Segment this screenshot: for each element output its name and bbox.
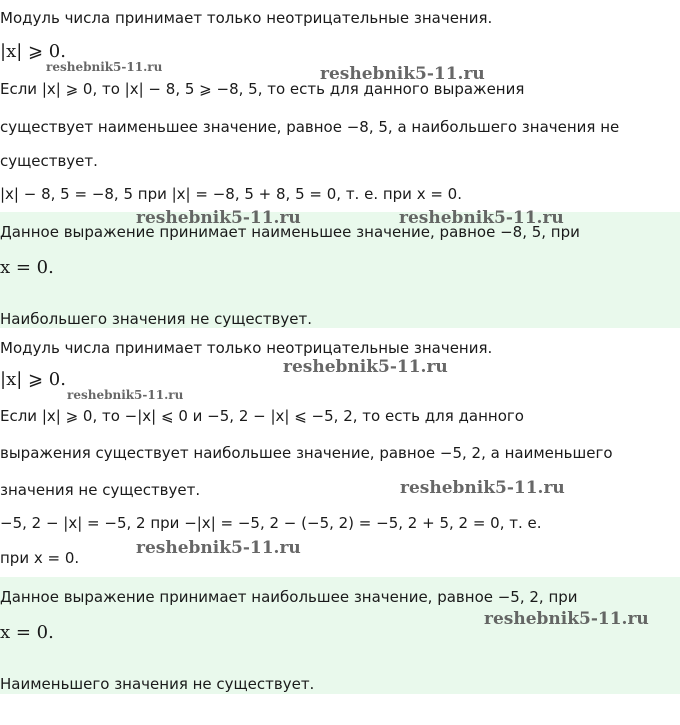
watermark: reshebnik5-11.ru [399, 208, 564, 228]
abs-inequality-2: |x| ⩾ 0. [0, 369, 66, 390]
watermark: reshebnik5-11.ru [46, 60, 163, 74]
abs-inequality-1: |x| ⩾ 0. [0, 41, 66, 62]
equation-line-3: при x = 0. [0, 549, 80, 567]
watermark: reshebnik5-11.ru [400, 478, 565, 498]
answer-2-line-3: Наименьшего значения не существует. [0, 675, 315, 693]
reasoning-line-6: значения не существует. [0, 481, 201, 499]
answer-1-line-2: x = 0. [0, 257, 54, 278]
answer-1-line-3: Наибольшего значения не существует. [0, 310, 312, 328]
watermark: reshebnik5-11.ru [484, 609, 649, 629]
intro-text-2: Модуль числа принимает только неотрицательные значения. [0, 339, 493, 357]
watermark: reshebnik5-11.ru [283, 357, 448, 377]
equation-line-2: −5, 2 − |x| = −5, 2 при −|x| = −5, 2 − (−5, 2) = −5, 2 + 5, 2 = 0, т. е. [0, 514, 542, 532]
reasoning-line-4: Если |x| ⩾ 0, то −|x| ⩽ 0 и −5, 2 − |x| ⩽ −5, 2, то есть для данного [0, 407, 524, 425]
answer-2-line-1: Данное выражение принимает наибольшее значение, равное −5, 2, при [0, 588, 578, 606]
reasoning-line-2: существует наименьшее значение, равное −8, 5, а наибольшего значения не [0, 118, 620, 136]
watermark: reshebnik5-11.ru [136, 208, 301, 228]
reasoning-line-3: существует. [0, 152, 98, 170]
answer-1-line-1: Данное выражение принимает наименьшее значение, равное −8, 5, при [0, 223, 580, 241]
watermark: reshebnik5-11.ru [320, 64, 485, 84]
intro-text-1: Модуль числа принимает только неотрицательные значения. [0, 9, 493, 27]
answer-2-line-2: x = 0. [0, 622, 54, 643]
reasoning-line-1: Если |x| ⩾ 0, то |x| − 8, 5 ⩾ −8, 5, то есть для данного выражения [0, 80, 525, 98]
equation-line-1: |x| − 8, 5 = −8, 5 при |x| = −8, 5 + 8, 5 = 0, т. е. при x = 0. [0, 185, 462, 203]
watermark: reshebnik5-11.ru [136, 538, 301, 558]
watermark: reshebnik5-11.ru [67, 388, 184, 402]
reasoning-line-5: выражения существует наибольшее значение, равное −5, 2, а наименьшего [0, 444, 613, 462]
